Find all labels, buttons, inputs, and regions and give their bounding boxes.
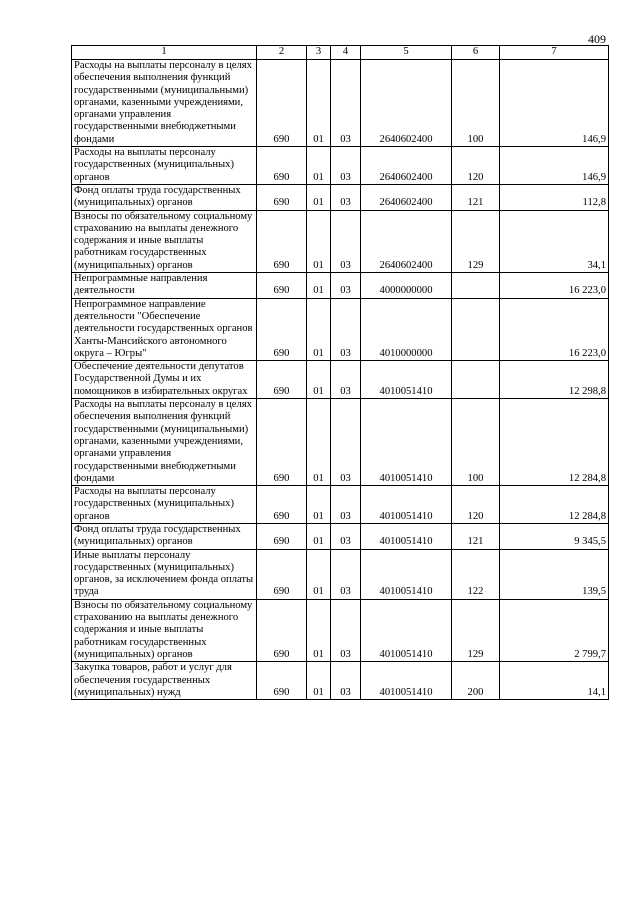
- ved-code-cell: 690: [257, 298, 307, 360]
- subsection-code-cell: 03: [331, 599, 361, 661]
- row-name-cell: Взносы по обязательному социальному страхованию на выплаты денежного содержания и иные выплаты работникам государственных (муниципальных) органов: [72, 210, 257, 272]
- subsection-code-cell: 03: [331, 210, 361, 272]
- ved-code-cell: 690: [257, 523, 307, 549]
- table-header: [72, 46, 609, 60]
- amount-cell: 16 223,0: [500, 298, 609, 360]
- amount-cell: 9 345,5: [500, 523, 609, 549]
- target-article-cell: 2640602400: [361, 210, 452, 272]
- subsection-code-cell: 03: [331, 549, 361, 599]
- target-article-cell: 4010051410: [361, 361, 452, 399]
- row-name-cell: Расходы на выплаты персоналу государственных (муниципальных) органов: [72, 486, 257, 524]
- row-name-cell: Фонд оплаты труда государственных (муниципальных) органов: [72, 523, 257, 549]
- expense-type-cell: 120: [452, 147, 500, 185]
- table-row: [72, 662, 609, 700]
- section-code-cell: 01: [307, 147, 331, 185]
- section-code-cell: 01: [307, 210, 331, 272]
- target-article-cell: 2640602400: [361, 60, 452, 147]
- expense-type-cell: [452, 298, 500, 360]
- column-header: 2: [257, 46, 307, 60]
- row-name-cell: Непрограммное направление деятельности "Обеспечение деятельности государственных органов Ханты-Мансийского автономного округа – Югры": [72, 298, 257, 360]
- row-name-cell: Взносы по обязательному социальному страхованию на выплаты денежного содержания и иные выплаты работникам государственных (муниципальных) органов: [72, 599, 257, 661]
- section-code-cell: 01: [307, 273, 331, 299]
- column-header: 5: [361, 46, 452, 60]
- ved-code-cell: 690: [257, 486, 307, 524]
- amount-cell: 146,9: [500, 60, 609, 147]
- section-code-cell: 01: [307, 184, 331, 210]
- amount-cell: 12 298,8: [500, 361, 609, 399]
- section-code-cell: 01: [307, 599, 331, 661]
- table-row: [72, 298, 609, 360]
- row-name-cell: Расходы на выплаты персоналу в целях обеспечения выполнения функций государственными (муниципальными) органами, казенными учреждениями, органами управления государственными внебюджетными фондами: [72, 60, 257, 147]
- target-article-cell: 2640602400: [361, 184, 452, 210]
- amount-cell: 2 799,7: [500, 599, 609, 661]
- column-header: 1: [72, 46, 257, 60]
- page-number: 409: [588, 32, 606, 46]
- ved-code-cell: 690: [257, 184, 307, 210]
- subsection-code-cell: 03: [331, 273, 361, 299]
- target-article-cell: 4010051410: [361, 486, 452, 524]
- section-code-cell: 01: [307, 298, 331, 360]
- table-row: [72, 599, 609, 661]
- table-row: [72, 147, 609, 185]
- column-header: 3: [307, 46, 331, 60]
- ved-code-cell: 690: [257, 210, 307, 272]
- table-body: [72, 60, 609, 700]
- target-article-cell: 4010051410: [361, 549, 452, 599]
- table-row: [72, 549, 609, 599]
- target-article-cell: 4010051410: [361, 399, 452, 486]
- table-row: [72, 210, 609, 272]
- subsection-code-cell: 03: [331, 361, 361, 399]
- section-code-cell: 01: [307, 361, 331, 399]
- expense-type-cell: 100: [452, 60, 500, 147]
- section-code-cell: 01: [307, 486, 331, 524]
- budget-table: [71, 45, 609, 700]
- table-row: [72, 273, 609, 299]
- section-code-cell: 01: [307, 549, 331, 599]
- row-name-cell: Расходы на выплаты персоналу государственных (муниципальных) органов: [72, 147, 257, 185]
- target-article-cell: 4000000000: [361, 273, 452, 299]
- header-row: [72, 46, 609, 60]
- ved-code-cell: 690: [257, 399, 307, 486]
- expense-type-cell: 129: [452, 599, 500, 661]
- subsection-code-cell: 03: [331, 60, 361, 147]
- amount-cell: 16 223,0: [500, 273, 609, 299]
- table-row: [72, 60, 609, 147]
- expense-type-cell: 121: [452, 523, 500, 549]
- expense-type-cell: 100: [452, 399, 500, 486]
- target-article-cell: 4010051410: [361, 662, 452, 700]
- section-code-cell: 01: [307, 662, 331, 700]
- target-article-cell: 4010000000: [361, 298, 452, 360]
- row-name-cell: Иные выплаты персоналу государственных (муниципальных) органов, за исключением фонда оплаты труда: [72, 549, 257, 599]
- subsection-code-cell: 03: [331, 184, 361, 210]
- amount-cell: 112,8: [500, 184, 609, 210]
- subsection-code-cell: 03: [331, 486, 361, 524]
- ved-code-cell: 690: [257, 60, 307, 147]
- table-row: [72, 486, 609, 524]
- amount-cell: 14,1: [500, 662, 609, 700]
- row-name-cell: Закупка товаров, работ и услуг для обеспечения государственных (муниципальных) нужд: [72, 662, 257, 700]
- row-name-cell: Обеспечение деятельности депутатов Государственной Думы и их помощников в избирательных округах: [72, 361, 257, 399]
- ved-code-cell: 690: [257, 147, 307, 185]
- amount-cell: 12 284,8: [500, 486, 609, 524]
- ved-code-cell: 690: [257, 361, 307, 399]
- expense-type-cell: [452, 273, 500, 299]
- amount-cell: 139,5: [500, 549, 609, 599]
- section-code-cell: 01: [307, 523, 331, 549]
- subsection-code-cell: 03: [331, 399, 361, 486]
- expense-type-cell: 122: [452, 549, 500, 599]
- target-article-cell: 2640602400: [361, 147, 452, 185]
- ved-code-cell: 690: [257, 599, 307, 661]
- column-header: 4: [331, 46, 361, 60]
- expense-type-cell: 200: [452, 662, 500, 700]
- subsection-code-cell: 03: [331, 298, 361, 360]
- table-row: [72, 361, 609, 399]
- amount-cell: 34,1: [500, 210, 609, 272]
- ved-code-cell: 690: [257, 549, 307, 599]
- subsection-code-cell: 03: [331, 662, 361, 700]
- target-article-cell: 4010051410: [361, 523, 452, 549]
- subsection-code-cell: 03: [331, 147, 361, 185]
- expense-type-cell: 129: [452, 210, 500, 272]
- table-row: [72, 523, 609, 549]
- amount-cell: 146,9: [500, 147, 609, 185]
- target-article-cell: 4010051410: [361, 599, 452, 661]
- column-header: 6: [452, 46, 500, 60]
- row-name-cell: Расходы на выплаты персоналу в целях обеспечения выполнения функций государственными (муниципальными) органами, казенными учреждениями, органами управления государственными внебюджетными фондами: [72, 399, 257, 486]
- subsection-code-cell: 03: [331, 523, 361, 549]
- row-name-cell: Фонд оплаты труда государственных (муниципальных) органов: [72, 184, 257, 210]
- column-header: 7: [500, 46, 609, 60]
- expense-type-cell: 121: [452, 184, 500, 210]
- ved-code-cell: 690: [257, 662, 307, 700]
- row-name-cell: Непрограммные направления деятельности: [72, 273, 257, 299]
- ved-code-cell: 690: [257, 273, 307, 299]
- table-row: [72, 399, 609, 486]
- amount-cell: 12 284,8: [500, 399, 609, 486]
- section-code-cell: 01: [307, 60, 331, 147]
- section-code-cell: 01: [307, 399, 331, 486]
- expense-type-cell: 120: [452, 486, 500, 524]
- table-row: [72, 184, 609, 210]
- expense-type-cell: [452, 361, 500, 399]
